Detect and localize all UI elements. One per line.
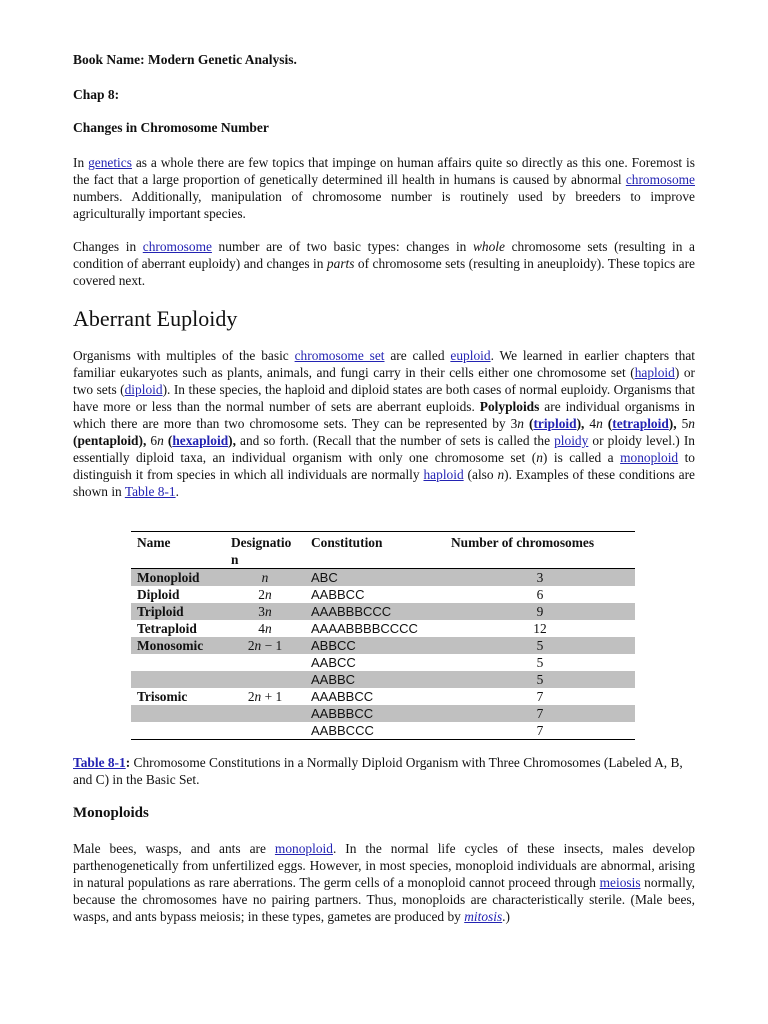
- cell-name: Triploid: [137, 604, 184, 619]
- cell-name: [131, 654, 225, 671]
- cell-designation: [225, 586, 305, 603]
- designation-number: 4: [258, 621, 265, 636]
- text: Male bees, wasps, and ants are: [73, 841, 275, 856]
- designation-number: 2: [247, 638, 255, 653]
- text: numbers. Additionally, manipulation of chromosome number is routinely used by breeders to improve agriculturally important species.: [73, 189, 695, 221]
- table-header-row: [131, 532, 635, 569]
- designation-number: 3: [258, 604, 265, 619]
- table-body: [131, 569, 635, 740]
- designation-n: n: [254, 689, 262, 704]
- text: ). In these species, the haploid and diploid states are both cases of normal euploidy. Organisms that have more or less than the normal number of sets are aberrant euploids.: [73, 382, 696, 414]
- table-caption: [73, 754, 695, 788]
- cell-designation: [225, 603, 305, 620]
- text: (also: [463, 467, 498, 482]
- designation-n: n: [265, 587, 272, 602]
- bold-text: ),: [228, 433, 236, 448]
- text: .: [175, 484, 179, 499]
- cell-name: Tetraploid: [137, 621, 197, 636]
- bold-text: ),: [668, 416, 677, 431]
- table-row: [131, 705, 635, 722]
- text: normally, because the chromosomes have no pairing partners. Thus, monoploids are characteristically sterile. (Male bees, wasps, and ants bypass meiosis; in these types, gametes are produced by: [73, 875, 696, 924]
- text: 5: [676, 416, 689, 431]
- text: are called: [384, 348, 451, 363]
- bold-text: Polyploids: [479, 399, 540, 414]
- text: are individual organisms in which there are more than two chromosome sets. They can be represented by 3: [73, 399, 696, 431]
- text: chromosome sets (resulting in a condition of aberrant euploidy) and changes in: [73, 239, 695, 271]
- monoploids-paragraph: [73, 840, 695, 925]
- bold-text: (: [602, 416, 613, 431]
- cell-designation: [225, 637, 305, 654]
- text: . We learned in earlier chapters that familiar eukaryotes such as plants, animals, and fungi carry in their cells either one chromosome set (: [73, 348, 696, 380]
- text: ) or two sets (: [73, 365, 695, 397]
- text: In: [73, 155, 89, 170]
- cell-constitution: ABBCC: [311, 638, 356, 653]
- bold-text: (: [523, 416, 534, 431]
- chromosome-table: [131, 531, 635, 740]
- bold-text: (: [163, 433, 173, 448]
- cell-constitution: AAAABBBBCCCC: [311, 621, 418, 636]
- link-diploid[interactable]: diploid: [124, 382, 163, 397]
- italic-n: n: [157, 433, 164, 448]
- link-monoploid[interactable]: monoploid: [620, 450, 679, 465]
- link-mitosis[interactable]: mitosis: [464, 909, 503, 924]
- designation-number: 2: [247, 689, 255, 704]
- table-row: [131, 722, 635, 740]
- link-chromosome[interactable]: chromosome: [625, 172, 695, 187]
- table-row: [131, 586, 635, 603]
- link-genetics[interactable]: genetics: [88, 155, 132, 170]
- designation-offset: − 1: [261, 638, 283, 653]
- cell-designation: [225, 722, 305, 740]
- cell-number: 5: [536, 672, 544, 687]
- designation-offset: + 1: [261, 689, 283, 704]
- cell-name: [131, 705, 225, 722]
- caption-text: Chromosome Constitutions in a Normally Diploid Organism with Three Chromosomes (Labeled A, B, and C) in the Basic Set.: [73, 755, 683, 787]
- chapter-title: Changes in Chromosome Number: [73, 120, 269, 135]
- text: 4: [584, 416, 597, 431]
- intro-paragraph-1: [73, 154, 695, 222]
- link-ploidy[interactable]: ploidy: [554, 433, 589, 448]
- text: number are of two basic types: changes in: [211, 239, 473, 254]
- text: Organisms with multiples of the basic: [73, 348, 295, 363]
- cell-designation: [225, 569, 305, 587]
- chapter-heading: Chap 8:: [73, 87, 120, 102]
- table-row: [131, 569, 635, 587]
- cell-designation: [225, 688, 305, 705]
- cell-constitution: ABC: [311, 570, 338, 585]
- link-hexaploid[interactable]: hexaploid: [172, 433, 229, 448]
- cell-constitution: AABBCC: [311, 587, 365, 602]
- cell-number: 12: [533, 621, 547, 636]
- italic-n: n: [497, 467, 505, 482]
- table-row: [131, 637, 635, 654]
- table-row: [131, 688, 635, 705]
- link-table-8-1[interactable]: Table 8-1: [124, 484, 176, 499]
- cell-name: [131, 722, 225, 740]
- header-name: Name: [137, 535, 171, 550]
- header-constitution: Constitution: [311, 535, 383, 550]
- designation-n: n: [254, 638, 262, 653]
- italic-n: n: [517, 416, 524, 431]
- italic-text: whole: [472, 239, 505, 254]
- cell-number: 7: [536, 706, 544, 721]
- italic-n: n: [688, 416, 695, 431]
- euploidy-paragraph: [73, 347, 695, 500]
- designation-n: n: [265, 604, 272, 619]
- table-row: [131, 654, 635, 671]
- text: .): [502, 909, 510, 924]
- link-triploid[interactable]: triploid: [533, 416, 577, 431]
- intro-paragraph-2: [73, 238, 695, 289]
- header-number: Number of chromosomes: [451, 535, 595, 550]
- table-row: [131, 620, 635, 637]
- cell-number: 6: [536, 587, 544, 602]
- cell-constitution: AABBC: [311, 672, 356, 687]
- link-chromosome-set[interactable]: chromosome set: [294, 348, 385, 363]
- cell-name: Trisomic: [137, 689, 188, 704]
- bold-text: ),: [576, 416, 585, 431]
- text: 6: [146, 433, 158, 448]
- cell-designation: [225, 654, 305, 671]
- section-heading-monoploids: Monoploids: [73, 805, 149, 821]
- cell-constitution: AABBCCC: [311, 723, 374, 738]
- cell-number: 7: [536, 723, 544, 738]
- cell-name: Diploid: [137, 587, 180, 602]
- designation-n: n: [261, 570, 269, 585]
- text: . In the normal life cycles of these insects, males develop parthenogenetically from unfertilized eggs. However, in most species, monoploid individuals are abnormal, arising in natural populations as rare aberrations. The germ cells of a monoploid cannot proceed through: [73, 841, 695, 890]
- bold-text: :: [125, 755, 131, 770]
- cell-designation: [225, 671, 305, 688]
- designation-n: n: [265, 621, 272, 636]
- cell-constitution: AAABBCC: [311, 689, 374, 704]
- link-monoploid[interactable]: monoploid: [274, 841, 333, 856]
- table-row: [131, 671, 635, 688]
- text: or ploidy level.) In essentially diploid taxa, an individual organism with only one chromosome set (: [73, 433, 696, 465]
- cell-constitution: AABBBCC: [311, 706, 374, 721]
- cell-number: 3: [536, 570, 544, 585]
- cell-name: Monosomic: [137, 638, 204, 653]
- italic-n: n: [596, 416, 603, 431]
- cell-constitution: AABCC: [311, 655, 356, 670]
- italic-n: n: [536, 450, 543, 465]
- italic-text: parts: [326, 256, 355, 271]
- link-haploid[interactable]: haploid: [634, 365, 675, 380]
- cell-number: 5: [536, 638, 544, 653]
- text: Changes in: [73, 239, 143, 254]
- text: ) is called a: [542, 450, 621, 465]
- link-meiosis[interactable]: meiosis: [599, 875, 641, 890]
- book-name-heading: Book Name: Modern Genetic Analysis.: [73, 52, 297, 67]
- section-heading-aberrant-euploidy: Aberrant Euploidy: [73, 306, 238, 331]
- text: as a whole there are few topics that impinge on human affairs quite so directly as this one. Foremost is the fact that a large proportion of genetically determined ill health in humans is caused by abnormal: [73, 155, 695, 187]
- cell-designation: [225, 705, 305, 722]
- link-haploid[interactable]: haploid: [423, 467, 464, 482]
- link-table-8-1[interactable]: Table 8-1: [73, 755, 126, 770]
- cell-constitution: AAABBBCCC: [311, 604, 392, 619]
- bold-text: (pentaploid),: [73, 433, 147, 448]
- designation-number: 2: [258, 587, 265, 602]
- cell-name: [131, 671, 225, 688]
- link-euploid[interactable]: euploid: [450, 348, 491, 363]
- text: and so forth. (Recall that the number of sets is called the: [235, 433, 555, 448]
- table-row: [131, 603, 635, 620]
- cell-number: 5: [536, 655, 544, 670]
- text: ). Examples of these conditions are shown in: [73, 467, 695, 499]
- cell-number: 7: [536, 689, 544, 704]
- cell-name: Monoploid: [137, 570, 200, 585]
- text: to distinguish it from species in which all individuals are normally: [73, 450, 695, 482]
- header-designation: Designatio n: [231, 535, 292, 567]
- link-tetraploid[interactable]: tetraploid: [612, 416, 669, 431]
- cell-number: 9: [536, 604, 544, 619]
- link-chromosome[interactable]: chromosome: [142, 239, 212, 254]
- text: of chromosome sets (resulting in aneuploidy). These topics are covered next.: [73, 256, 695, 288]
- cell-designation: [225, 620, 305, 637]
